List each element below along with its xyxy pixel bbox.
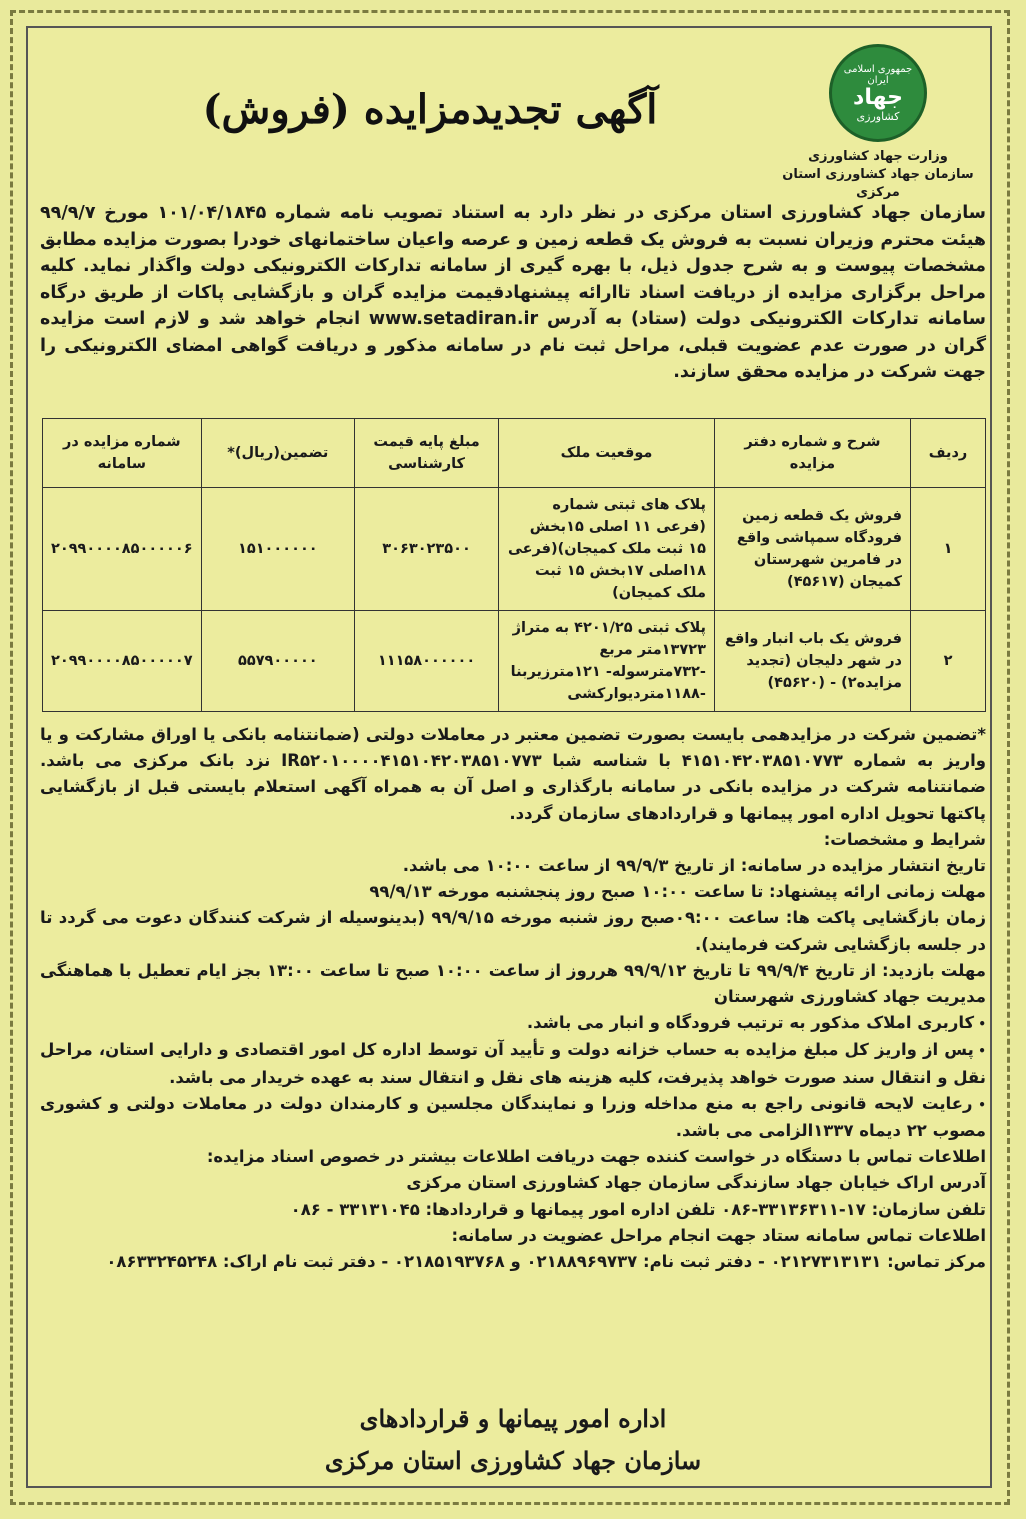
table-row <box>43 611 986 712</box>
bullet-law: • رعایت لایحه قانونی راجع به منع مداخله وزرا و نمایندگان مجلسین و کارمندان دولت در معاملات دولتی و کشوری مصوب ۲۲ دیماه ۱۳۳۷الزامی می باشد. <box>40 1091 986 1144</box>
cell-row-number: ۱ <box>910 488 985 611</box>
cell-location: پلاک های ثبتی شماره (فرعی ۱۱ اصلی ۱۵بخش ۱۵ ثبت ملک کمیجان)(فرعی ۱۸اصلی ۱۷بخش ۱۵ ثبت ملک کمیجان) <box>499 488 715 611</box>
logo-bottom-text: کشاورزی <box>856 109 900 123</box>
header-guarantee: تضمین(ریال)* <box>201 419 354 488</box>
cell-description: فروش یک باب انبار واقع در شهر دلیجان (تجدید مزایده۲) - (۴۵۶۲۰) <box>714 611 910 712</box>
publish-date: تاریخ انتشار مزایده در سامانه: از تاریخ ۹۹/۹/۳ از ساعت ۱۰:۰۰ می باشد. <box>402 856 986 876</box>
conditions-section <box>40 722 986 1275</box>
header-auction-number: شماره مزایده در سامانه <box>43 419 202 488</box>
logo-top-text: جمهوری اسلامی ایران <box>843 63 913 86</box>
footer-line-1: اداره امور پیمانها و قراردادهای <box>359 1404 667 1433</box>
header-location: موقعیت ملک <box>499 419 715 488</box>
logo-main-text: جهاد <box>853 84 903 110</box>
cell-guarantee: ۵۵۷۹۰۰۰۰۰ <box>201 611 354 712</box>
cell-guarantee: ۱۵۱۰۰۰۰۰۰ <box>201 488 354 611</box>
visit-period: مهلت بازدید: از تاریخ ۹۹/۹/۴ تا تاریخ ۹۹/۹/۱۲ هرروز از ساعت ۱۰:۰۰ صبح تا ساعت ۱۳:۰۰ بجز ایام تعطیل با هماهنگی مدیریت جهاد کشاورزی شهرستان <box>40 960 986 1007</box>
guarantee-note: *تضمین شرکت در مزایدهمی بایست بصورت تضمین معتبر در معاملات دولتی (ضمانتنامه بانکی یا اوراق مشارکت و یا واریز به شماره ۴۱۵۱۰۴۲۰۳۸۵۱۰۷۷۳ با شناسه شبا IR۵۲۰۱۰۰۰۰۴۱۵۱۰۴۲۰۳۸۵۱۰۷۷۳ نزد بانک مرکزی می باشد. ضمانتنامه شرکت در مزایده بانکی در سامانه بارگذاری و اصل آن به همراه آگهی استعلام بایستی قبل از بازگشایی پاکتها تحویل اداره امور پیمانها و قراردادهای سازمان گردد. <box>40 725 986 823</box>
table-header-row <box>43 419 986 488</box>
setad-contact: مرکز تماس: ۰۲۱۲۷۳۱۳۱۳۱ - دفتر ثبت نام: ۰۲۱۸۸۹۶۹۷۳۷ و ۰۲۱۸۵۱۹۳۷۶۸ - دفتر ثبت نام اراک: ۰۸۶۳۳۲۴۵۲۴۸ <box>106 1252 986 1272</box>
auction-table <box>42 418 986 712</box>
cell-auction-number: ۲۰۹۹۰۰۰۰۸۵۰۰۰۰۰۶ <box>43 488 202 611</box>
table-row <box>43 488 986 611</box>
header-logo-block <box>778 44 978 202</box>
cell-description: فروش یک قطعه زمین فرودگاه سمپاشی واقع در فامرین شهرستان کمیجان (۴۵۶۱۷) <box>714 488 910 611</box>
bullet-transfer: • پس از واریز کل مبلغ مزایده به حساب خزانه دولت و تأیید آن توسط اداره کل امور اقتصادی و دارایی استان، مراحل نقل و انتقال سند صورت خواهد پذیرفت، کلیه هزینه های نقل و انتقال سند به عهده خریدار می باشد. <box>40 1037 986 1090</box>
cell-row-number: ۲ <box>910 611 985 712</box>
opening-time: زمان بازگشایی پاکت ها: ساعت ۰۹:۰۰صبح روز شنبه مورخه ۹۹/۹/۱۵ (بدینوسیله از شرکت کنندگان دعوت می گردد تا در جلسه بازگشایی شرکت فرمایند). <box>40 908 986 954</box>
jahad-logo-icon <box>829 44 927 142</box>
organization-name: سازمان جهاد کشاورزی استان مرکزی <box>782 167 974 200</box>
footer-signature <box>40 1398 986 1482</box>
cell-base-price: ۱۱۱۵۸۰۰۰۰۰۰ <box>355 611 499 712</box>
cell-auction-number: ۲۰۹۹۰۰۰۰۸۵۰۰۰۰۰۷ <box>43 611 202 712</box>
contact-heading: اطلاعات تماس با دستگاه در خواست کننده جهت دریافت اطلاعات بیشتر در خصوص اسناد مزایده: <box>206 1147 986 1167</box>
cell-base-price: ۳۰۶۳۰۲۳۵۰۰ <box>355 488 499 611</box>
header-row-number: ردیف <box>910 419 985 488</box>
submit-deadline: مهلت زمانی ارائه پیشنهاد: تا ساعت ۱۰:۰۰ صبح روز پنجشنبه مورخه ۹۹/۹/۱۳ <box>369 882 986 902</box>
address: آدرس اراک خیابان جهاد سازندگی سازمان جهاد کشاورزی استان مرکزی <box>406 1173 986 1193</box>
footer-line-2: سازمان جهاد کشاورزی استان مرکزی <box>324 1446 702 1475</box>
header-description: شرح و شماره دفتر مزایده <box>714 419 910 488</box>
conditions-heading: شرایط و مشخصات: <box>823 829 986 849</box>
setad-heading: اطلاعات تماس سامانه ستاد جهت انجام مراحل عضویت در سامانه: <box>451 1225 986 1245</box>
phone-numbers: تلفن سازمان: ۱۷-۳۳۱۳۶۳۱۱-۰۸۶ تلفن اداره امور پیمانها و قراردادها: ۳۳۱۳۱۰۴۵ - ۰۸۶ <box>290 1199 986 1219</box>
cell-location: پلاک ثبتی ۴۲۰۱/۲۵ به متراژ ۱۳۷۲۳متر مربع -۷۳۲مترسوله- ۱۲۱مترزیربنا -۱۱۸۸متردیوارکشی <box>499 611 715 712</box>
ministry-name: وزارت جهاد کشاورزی <box>808 149 948 164</box>
page-title: آگهی تجدیدمزایده (فروش) <box>202 86 658 133</box>
header-base-price: مبلغ پایه قیمت کارشناسی <box>355 419 499 488</box>
bullet-usage: • کاربری املاک مذکور به ترتیب فرودگاه و انبار می باشد. <box>40 1010 986 1037</box>
intro-paragraph: سازمان جهاد کشاورزی استان مرکزی در نظر دارد به استناد تصویب نامه شماره ۱۰۱/۰۴/۱۸۴۵ مورخ ۹۹/۹/۷ هیئت محترم وزیران نسبت به فروش یک قطعه زمین و عرصه واعیان ساختمانهای خودرا بصورت مزایده مطابق مشخصات پیوست و به شرح جدول ذیل، با بهره گیری از سامانه تدارکات الکترونیکی دولت واگذار نماید. کلیه مراحل برگزاری مزایده از دریافت اسناد تاارائه پیشنهادقیمت مزایده گران و بازگشایی پاکات از طریق درگاه سامانه تدارکات الکترونیکی دولت (ستاد) به آدرس www.setadiran.ir انجام خواهد شد و لازم است مزایده گران در صورت عدم عضویت قبلی، مراحل ثبت نام در سامانه مذکور و دریافت گواهی امضای الکترونیکی را جهت شرکت در مزایده محقق سازند. <box>40 203 986 382</box>
